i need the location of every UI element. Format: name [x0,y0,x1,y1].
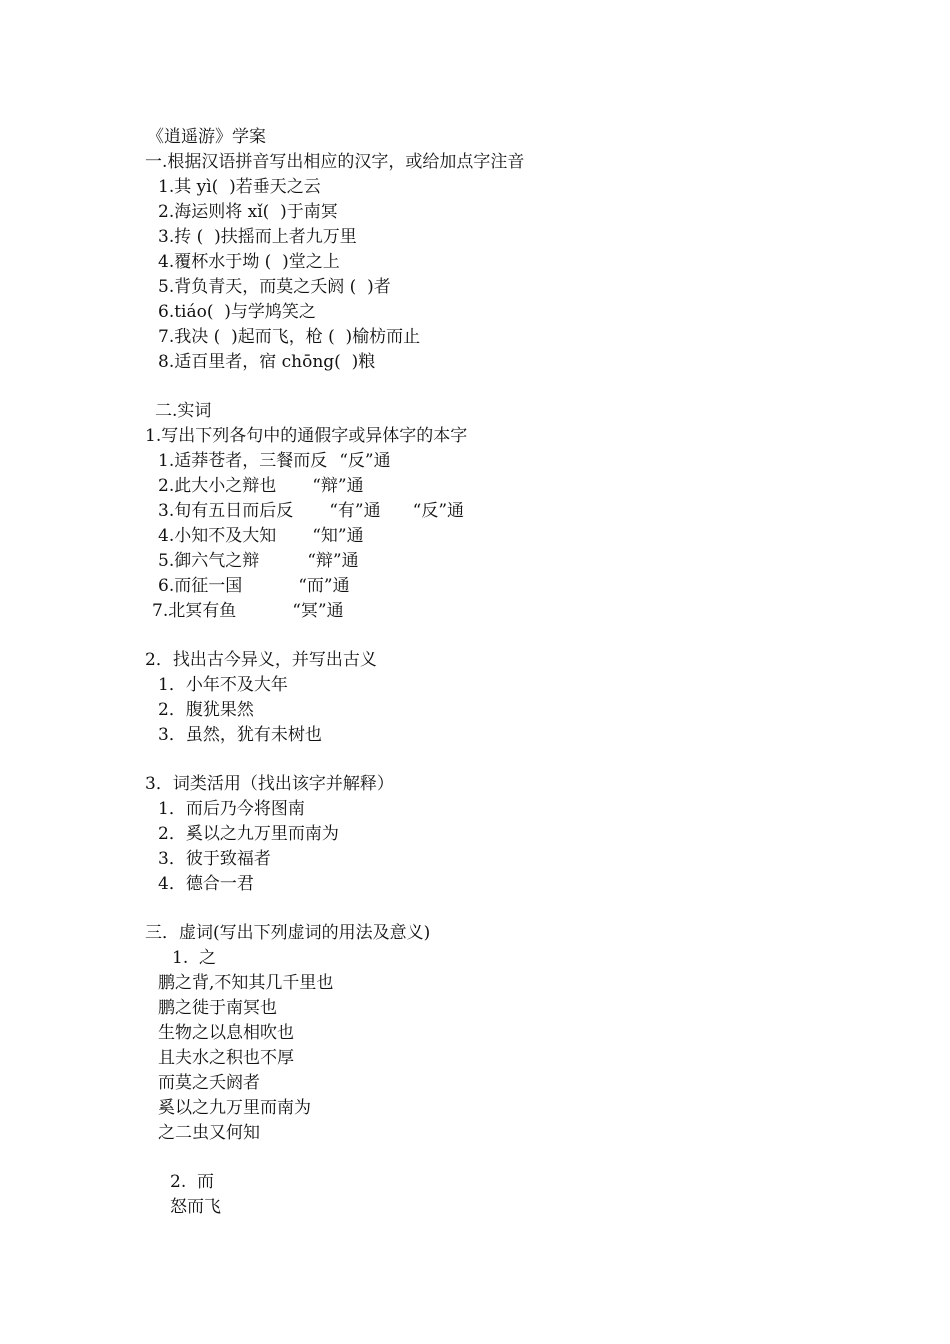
xuci-sentence: 怒而飞 [170,1197,221,1217]
xuci-sentence: 鹏之背,不知其几千里也 [158,973,334,993]
gujin-item: 3．虽然，犹有未树也 [158,725,322,745]
tongjia-note: “辩”通 [312,476,364,496]
tongjia-note: “辩”通 [307,551,359,571]
pinyin-item: 7.我决 ( )起而飞，枪 ( )榆枋而止 [158,327,421,347]
section3-heading: 三．虚词(写出下列虚词的用法及意义) [145,923,431,943]
pinyin-item: 4.覆杯水于坳 ( )堂之上 [158,252,340,272]
tongjia-note: “有”通 [329,501,381,521]
gujin-item: 1．小年不及大年 [158,675,288,695]
huoyong-item: 2．奚以之九万里而南为 [158,824,339,844]
section2-heading: 二.实词 [155,401,212,421]
tongjia-sentence: 5.御六气之辩 [158,551,260,571]
pinyin-item: 6.tiáo( )与学鸠笑之 [158,302,316,322]
tongjia-note: “反”通 [339,451,391,471]
tongjia-sentence: 1.适莽苍者，三餐而反 [158,451,328,471]
xuci-sentence: 奚以之九万里而南为 [158,1098,311,1118]
section2-part1-heading: 1.写出下列各句中的通假字或异体字的本字 [145,426,468,446]
xuci-group-label: 2. 而 [170,1172,215,1192]
tongjia-item [158,525,364,547]
xuci-sentence: 生物之以息相吹也 [158,1023,294,1043]
tongjia-item [158,500,464,522]
tongjia-item [158,550,359,572]
xuci-group-label: 1. 之 [172,948,217,968]
tongjia-note: “冥”通 [292,601,344,621]
pinyin-item: 3.抟 ( )扶摇而上者九万里 [158,227,357,247]
pinyin-item: 1.其 yì( )若垂天之云 [158,177,321,197]
tongjia-sentence: 7.北冥有鱼 [152,601,237,621]
section2-part3-heading: 3．词类活用（找出该字并解释） [145,774,394,794]
section1-heading: 一.根据汉语拼音写出相应的汉字，或给加点字注音 [145,152,525,172]
huoyong-item: 3．彼于致福者 [158,849,271,869]
tongjia-item [152,600,344,622]
pinyin-item: 8.适百里者，宿 chōng( )粮 [158,352,376,372]
section2-part2-heading: 2．找出古今异义，并写出古义 [145,650,377,670]
tongjia-note: “反”通 [412,501,465,521]
xuci-sentence: 鹏之徙于南冥也 [158,998,277,1018]
tongjia-sentence: 6.而征一国 [158,576,243,596]
pinyin-item: 5.背负青天，而莫之夭阏 ( )者 [158,277,391,297]
tongjia-sentence: 4.小知不及大知 [158,526,277,546]
tongjia-note: “而”通 [298,576,350,596]
tongjia-item [158,475,364,497]
tongjia-sentence: 3.旬有五日而后反 [158,501,294,521]
doc-title: 《逍遥游》学案 [147,127,266,147]
huoyong-item: 4．德合一君 [158,874,254,894]
xuci-sentence: 而莫之夭阏者 [158,1073,260,1093]
xuci-sentence: 之二虫又何知 [158,1123,260,1143]
tongjia-item [158,450,391,472]
tongjia-sentence: 2.此大小之辩也 [158,476,277,496]
xuci-sentence: 且夫水之积也不厚 [158,1048,294,1068]
pinyin-item: 2.海运则将 xǐ( )于南冥 [158,202,338,222]
tongjia-item [158,575,350,597]
huoyong-item: 1．而后乃今将图南 [158,799,305,819]
tongjia-note: “知”通 [312,526,364,546]
gujin-item: 2．腹犹果然 [158,700,254,720]
